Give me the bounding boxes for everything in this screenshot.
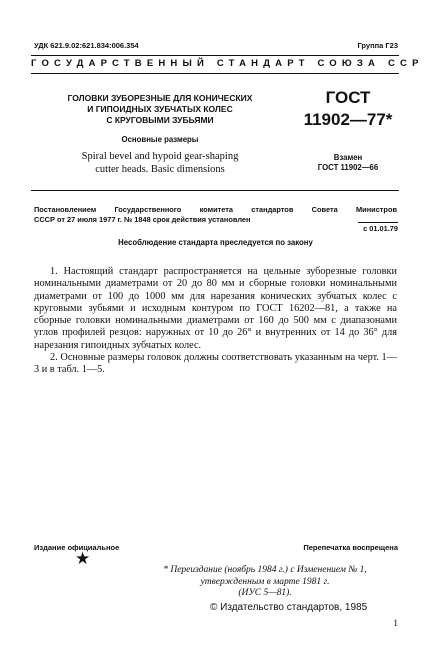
document-subtitle: Основные размеры bbox=[121, 135, 199, 144]
legal-notice: Несоблюдение стандарта преследуется по закону bbox=[118, 238, 313, 247]
gost-label: ГОСТ bbox=[325, 88, 371, 107]
replaces-label: Взамен bbox=[333, 153, 363, 162]
paragraph-2: 2. Основные размеры головок должны соответствовать указанным на черт. 1—3 и в табл. 1—5. bbox=[34, 352, 397, 376]
document-title bbox=[50, 93, 270, 126]
title-line: И ГИПОИДНЫХ ЗУБЧАТЫХ КОЛЕС bbox=[87, 104, 233, 114]
gost-number: 11902—77* bbox=[303, 110, 393, 129]
body-text bbox=[34, 266, 397, 377]
reprint-note bbox=[150, 565, 380, 600]
effective-date-rule bbox=[358, 222, 398, 223]
reprint-note-line: * Переиздание (ноябрь 1984 г.) с Изменением № 1, bbox=[163, 565, 367, 575]
reprint-note-line: утвержденным в марте 1981 г. bbox=[200, 576, 330, 587]
group-code: Группа Г23 bbox=[357, 41, 398, 50]
reprint-forbidden-label: Перепечатка воспрещена bbox=[303, 543, 398, 552]
top-rule bbox=[31, 55, 399, 56]
decree-line-1: Постановлением Государственного комитета стандартов Совета Министров bbox=[34, 205, 397, 214]
page-number: 1 bbox=[393, 619, 398, 629]
paragraph-1: 1. Настоящий стандарт распространяется на цельные зуборезные головки номинальными диаметрами от 20 до 80 мм и сборные головки номинальными диаметрами от 100 до 1000 мм для нарезания конических зубчатых колес с круговыми зубьями и исходным контуром по ГОСТ 16202—81, а также на сборные головки номинальными диаметрами от 160 до 500 мм с диапазонами углов профилей резцов: наружных от 10 до 26° и внутренних от 14 до 36° для нарезания гипоидных зубчатых колес. bbox=[34, 266, 397, 351]
state-standard-banner: ГОСУДАРСТВЕННЫЙ СТАНДАРТ СОЮЗА ССР bbox=[31, 58, 424, 69]
english-title-line: Spiral bevel and hypoid gear-shaping bbox=[81, 151, 239, 162]
effective-date: с 01.01.79 bbox=[363, 224, 398, 233]
english-title-line: cutter heads. Basic dimensions bbox=[95, 163, 225, 175]
title-line: С КРУГОВЫМИ ЗУБЬЯМИ bbox=[106, 115, 214, 125]
official-edition-label: Издание официальное bbox=[34, 543, 120, 552]
copyright: © Издательство стандартов, 1985 bbox=[210, 602, 368, 613]
replaces-block bbox=[303, 153, 393, 173]
section-rule bbox=[31, 190, 399, 191]
replaces-value: ГОСТ 11902—66 bbox=[317, 163, 379, 172]
gost-designation bbox=[303, 87, 393, 131]
reprint-note-line: (ИУС 5—81). bbox=[238, 588, 292, 598]
english-title bbox=[50, 151, 270, 176]
banner-rule bbox=[31, 73, 399, 74]
decree-line-2: СССР от 27 июля 1977 г. № 1848 срок действия установлен bbox=[34, 215, 251, 224]
udc-code: УДК 621.9.02:621.834:006.354 bbox=[34, 41, 139, 50]
star-icon: ★ bbox=[75, 549, 91, 568]
title-line: ГОЛОВКИ ЗУБОРЕЗНЫЕ ДЛЯ КОНИЧЕСКИХ bbox=[67, 93, 253, 103]
